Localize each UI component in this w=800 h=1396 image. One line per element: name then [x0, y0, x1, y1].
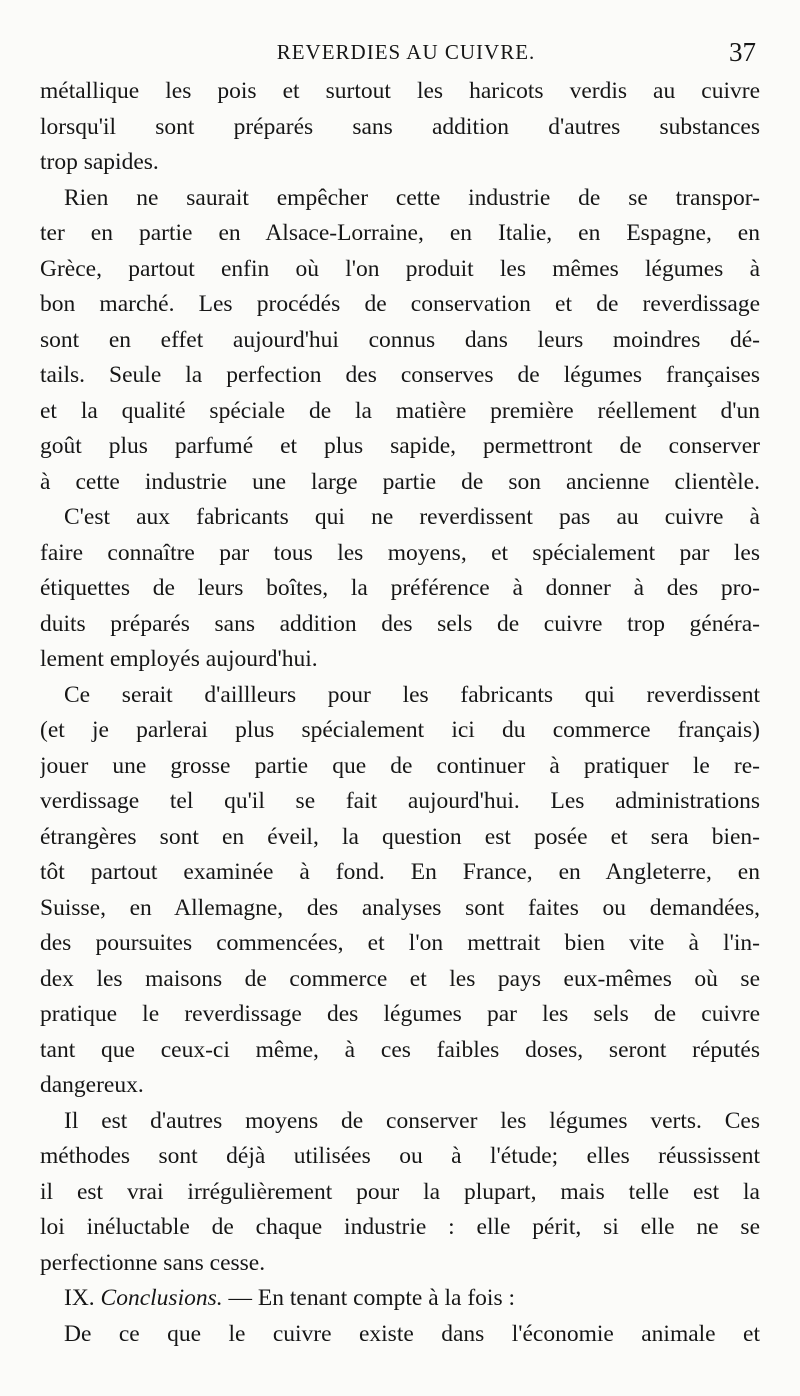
- text-line: Ce serait d'aillleurs pour les fabricants qui reverdissent: [64, 681, 760, 708]
- text-line: loi inéluctable de chaque industrie : elle périt, si elle ne se: [40, 1214, 760, 1240]
- text-line: tant que ceux-ci même, à ces faibles doses, seront réputés: [40, 1036, 760, 1063]
- text-line: méthodes sont déjà utilisées ou à l'étude; elles réussissent: [40, 1143, 760, 1169]
- text-line: métallique les pois et surtout les haricots verdis au cuivre: [40, 78, 760, 104]
- text-line: dangereux.: [40, 1072, 144, 1098]
- text-line: verdissage tel qu'il se fait aujourd'hui. Les administrations: [40, 788, 760, 814]
- body-text: [40, 74, 760, 1352]
- paragraph: [40, 1104, 760, 1282]
- text-line: lorsqu'il sont préparés sans addition d'autres substances: [40, 113, 760, 140]
- paragraph: [40, 500, 760, 678]
- text-line: étrangères sont en éveil, la question est posée et sera bien-: [40, 823, 760, 850]
- running-title: REVERDIES AU CUIVRE.: [276, 40, 536, 64]
- text-line: faire connaître par tous les moyens, et spécialement par les: [40, 539, 760, 566]
- text-line: De ce que le cuivre existe dans l'économie animale et: [64, 1320, 760, 1347]
- text-line: perfectionne sans cesse.: [40, 1249, 266, 1276]
- page-number: 37: [729, 37, 756, 67]
- text-line: lement employés aujourd'hui.: [40, 646, 318, 672]
- text-line: ter en partie en Alsace-Lorraine, en Italie, en Espagne, en: [40, 220, 760, 246]
- text-line: Suisse, en Allemagne, des analyses sont faites ou demandées,: [40, 894, 760, 921]
- section-title: Conclusions.: [100, 1285, 223, 1311]
- text-line: sont en effet aujourd'hui connus dans leurs moindres dé-: [40, 326, 760, 353]
- paragraph: [40, 678, 760, 1104]
- text-line: (et je parlerai plus spécialement ici du commerce français): [40, 717, 760, 743]
- text-line: bon marché. Les procédés de conservation et de reverdissage: [40, 291, 760, 317]
- text-line: tôt partout examinée à fond. En France, en Angleterre, en: [40, 859, 760, 885]
- text-line: tails. Seule la perfection des conserves de légumes françaises: [40, 362, 760, 388]
- text-line: goût plus parfumé et plus sapide, permettront de conserver: [40, 433, 760, 459]
- text-line: Grèce, partout enfin où l'on produit les mêmes légumes à: [40, 255, 760, 282]
- text-line: des poursuites commencées, et l'on mettrait bien vite à l'in-: [40, 930, 760, 956]
- text-line: trop sapides.: [40, 149, 159, 175]
- text-line: et la qualité spéciale de la matière première réellement d'un: [40, 397, 760, 424]
- text-line: C'est aux fabricants qui ne reverdissent pas au cuivre à: [64, 504, 760, 530]
- section-number: IX.: [64, 1285, 95, 1311]
- text-line: à cette industrie une large partie de son ancienne clientèle.: [40, 468, 760, 495]
- text-line: duits préparés sans addition des sels de cuivre trop généra-: [40, 610, 760, 637]
- text-line: étiquettes de leurs boîtes, la préférence à donner à des pro-: [40, 575, 760, 601]
- text-line: jouer une grosse partie que de continuer à pratiquer le re-: [40, 752, 760, 779]
- running-head: [40, 30, 760, 74]
- text-line: Il est d'autres moyens de conserver les légumes verts. Ces: [64, 1107, 760, 1134]
- paragraph: [40, 181, 760, 501]
- text-line: il est vrai irrégulièrement pour la plupart, mais telle est la: [40, 1178, 760, 1205]
- section-intro: — En tenant compte à la fois :: [222, 1285, 516, 1311]
- section-heading: [40, 1281, 760, 1317]
- paragraph: [40, 74, 760, 181]
- text-line: dex les maisons de commerce et les pays eux-mêmes où se: [40, 965, 760, 992]
- text-line: Rien ne saurait empêcher cette industrie de se transpor-: [64, 184, 760, 211]
- text-line: pratique le reverdissage des légumes par les sels de cuivre: [40, 1001, 760, 1027]
